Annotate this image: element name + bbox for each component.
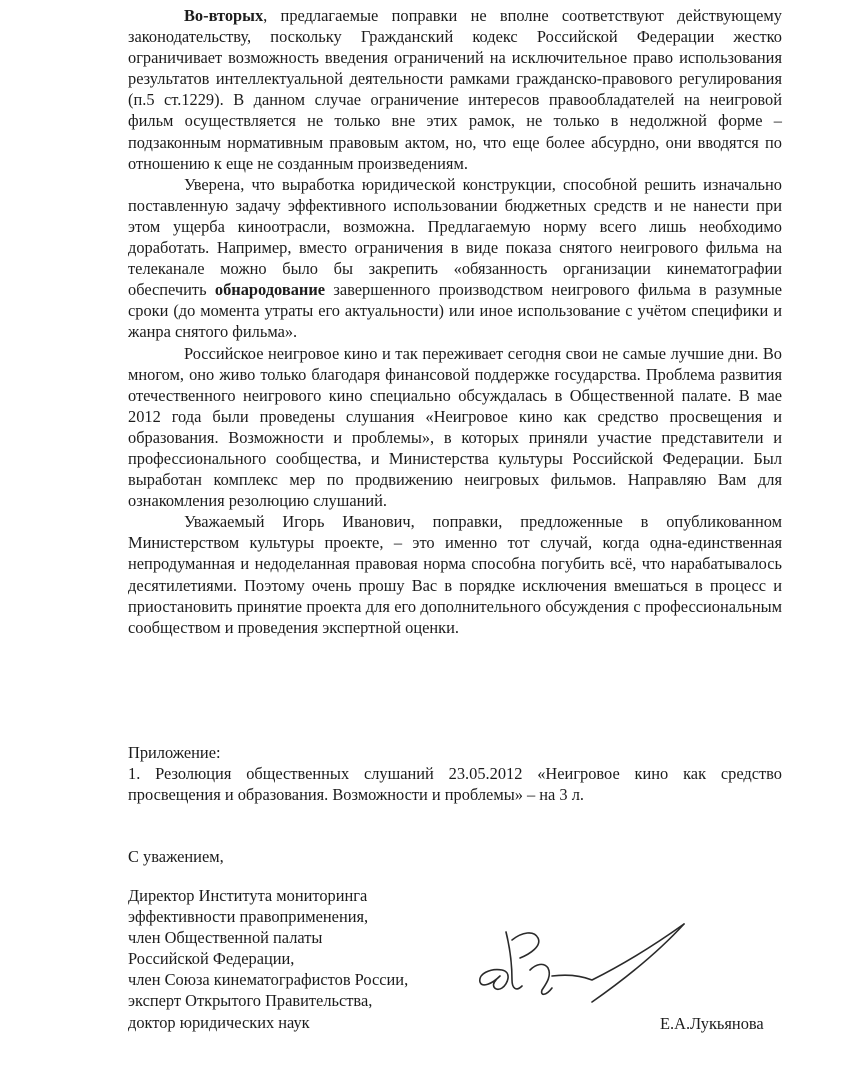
closing-salutation: С уважением, [128,847,224,866]
signature-stroke [480,970,508,990]
signature-stroke [512,933,539,958]
paragraph-secondly [128,5,782,174]
paragraph-lead-bold: Во-вторых [184,6,264,25]
signer-title-line: Директор Института мониторинга [128,886,368,905]
signer-title-line: доктор юридических наук [128,1012,310,1032]
paragraph-bold-term: обнародование [214,280,326,300]
paragraph-text-before: Уверена, что выработка юридической конструкции, способной решить изначально поставленную задачу эффективного использовании бюджетных средств и не нанести при этом ущерба киноотрасли, возможна. Предлагаемую норму всего лишь необходимо доработать. Например, вместо ограничения в виде показа снятого неигрового фильма на телеканале можно было бы закрепить «обязанность организации кинематографии обеспечить [128,174,782,300]
signer-title-line: эффективности правоприменения, [128,907,369,927]
signature-stroke [552,924,684,980]
paragraph-request [128,511,782,638]
paragraph-proposal [128,174,782,343]
paragraph-text: Уважаемый Игорь Иванович, поправки, предложенные в опубликованном Министерством культуры проекте, – это именно тот случай, когда одна-единственная непродуманная и недоделанная правовая норма способна погубить всё, что нарабатывалось десятилетиями. Поэтому очень прошу Вас в порядке исключения вмешаться в процесс и приостановить принятие проекта для его дополнительного обсуждения с профессиональным сообществом и проведения экспертной оценки. [128,512,782,637]
signer-title-line: эксперт Открытого Правительства, [128,991,373,1011]
signature-stroke [592,924,684,1002]
attachment-item: 1. Резолюция общественных слушаний 23.05.2012 «Неигровое кино как средство просвещения и образования. Возможности и проблемы» – на 3 л. [128,764,782,805]
signer-name: Е.А.Лукьянова [660,1014,764,1033]
handwritten-signature [472,918,702,1008]
paragraph-text-after: завершенного производством неигрового фильма в разумные сроки (до момента утраты его актуальности) или иное использование с учётом специфики и жанра снятого фильма». [128,280,782,342]
signature-stroke [530,964,552,994]
signer-title-line: член Общественной палаты [128,928,323,948]
paragraph-text: , предлагаемые поправки не вполне соответствуют действующему законодательству, поскольку Гражданский кодекс Российской Федерации жестко ограничивает возможность введения ограничений на исключительное право использования результатов интеллектуальной деятельности рамками гражданско-правового регулирования (п.5 ст.1229). В данном случае ограничение интересов правообладателей на неигровой фильм осуществляется не только вне этих рамок, не только в недолжной форме – подзаконным нормативным правовым актом, но, что еще более абсурдно, они вводятся по отношению к еще не созданным произведениям. [128,6,782,173]
signer-title-line: Российской Федерации, [128,949,295,969]
attachment-section [128,742,782,805]
signer-title-line: член Союза кинематографистов России, [128,970,409,990]
letter-body [128,5,782,638]
paragraph-documentary-cinema [128,343,782,512]
paragraph-text: Российское неигровое кино и так переживает сегодня свои не самые лучшие дни. Во многом, оно живо только благодаря финансовой поддержке государства. Проблема развития отечественного неигрового кино специально обсуждалась в Общественной палате. В мае 2012 года были проведены слушания «Неигровое кино как средство просвещения и образования. Возможности и проблемы», в которых приняли участие представители и профессионального сообщества, и Министерства культуры Российской Федерации. Был выработан комплекс мер по продвижению неигровых фильмов. Направляю Вам для ознакомления резолюцию слушаний. [128,343,782,511]
signer-titles [128,885,488,1033]
signature-strokes [480,924,684,1002]
attachment-heading: Приложение: [128,743,221,762]
